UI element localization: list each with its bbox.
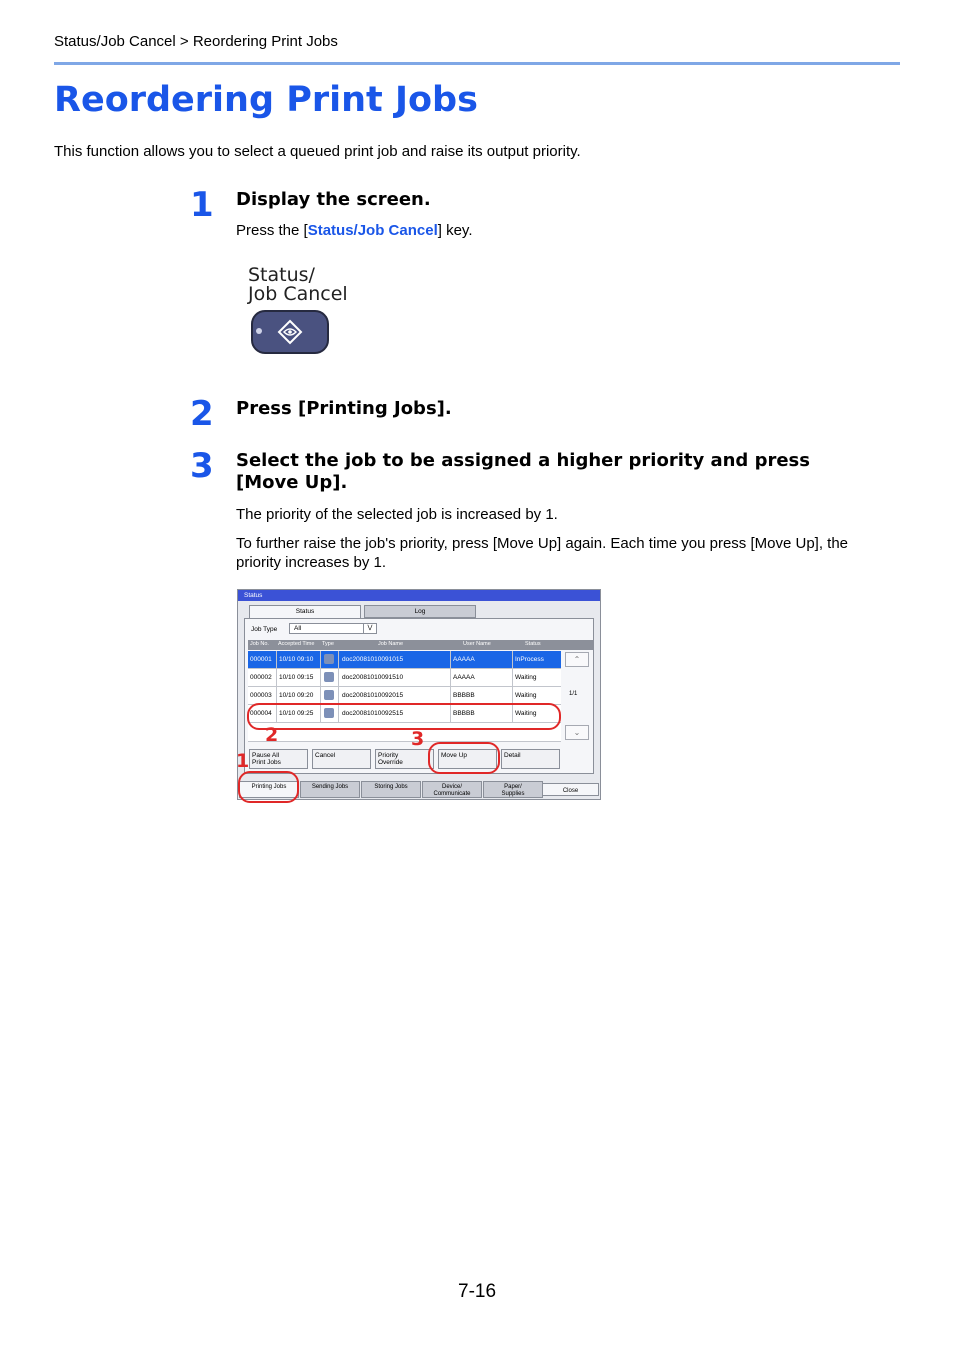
- callout-printing-jobs: [238, 771, 299, 803]
- table-row[interactable]: 000001 10/10 09:10 doc20081010091015 AAAAA InProcess: [248, 651, 561, 669]
- scroll-up-button[interactable]: ⌃: [565, 652, 589, 667]
- print-job-icon: [324, 690, 334, 700]
- step-3-number: 3: [190, 446, 214, 486]
- page-indicator: 1/1: [569, 691, 578, 697]
- table-header: Job No. Accepted Time Type Job Name User Name Status: [248, 640, 594, 650]
- pause-all-print-jobs-button[interactable]: Pause All Print Jobs: [249, 749, 308, 769]
- status-screen: [237, 589, 601, 800]
- intro-text: This function allows you to select a queued print job and raise its output priority.: [54, 143, 581, 160]
- chevron-down-icon: ⋁: [363, 624, 376, 633]
- job-type-label: Job Type: [251, 626, 278, 633]
- diamond-eye-icon: [253, 312, 327, 352]
- header-rule: [54, 62, 900, 65]
- tab-sending-jobs[interactable]: Sending Jobs: [300, 781, 360, 798]
- tab-storing-jobs[interactable]: Storing Jobs: [361, 781, 421, 798]
- table-row[interactable]: 000004 10/10 09:25 doc20081010092515 BBBBB Waiting: [248, 705, 561, 723]
- step-3-para-1: The priority of the selected job is increased by 1.: [236, 506, 558, 523]
- tab-paper-supplies[interactable]: Paper/ Supplies: [483, 781, 543, 798]
- status-job-cancel-key[interactable]: [251, 310, 329, 354]
- print-job-icon: [324, 654, 334, 664]
- print-job-icon: [324, 672, 334, 682]
- key-label: Status/ Job Cancel: [248, 264, 348, 305]
- tab-printing-jobs[interactable]: Printing Jobs: [239, 781, 299, 798]
- step-3-para-2: To further raise the job's priority, press [Move Up] again. Each time you press [Move Up], the priority increases by 1.: [236, 535, 849, 571]
- close-button[interactable]: Close: [542, 783, 599, 796]
- page-number: 7-16: [458, 1281, 497, 1302]
- breadcrumb: Status/Job Cancel > Reordering Print Jobs: [54, 33, 338, 50]
- key-indicator-dot: [256, 328, 262, 334]
- scroll-down-button[interactable]: ⌄: [565, 725, 589, 740]
- step-2-number: 2: [190, 394, 214, 434]
- callout-number-1: 1: [236, 750, 250, 772]
- callout-number-3: 3: [411, 728, 425, 750]
- table-row[interactable]: 000002 10/10 09:15 doc20081010091510 AAAAA Waiting: [248, 669, 561, 687]
- page-title: Reordering Print Jobs: [54, 80, 478, 120]
- step-1-text: Press the [Status/Job Cancel] key.: [236, 222, 473, 239]
- callout-selected-job: [247, 703, 561, 730]
- step-1-title: Display the screen.: [236, 189, 431, 210]
- tab-device-communicate[interactable]: Device/ Communicate: [422, 781, 482, 798]
- status-job-cancel-key-name: Status/Job Cancel: [307, 222, 438, 239]
- tab-status[interactable]: Status: [249, 605, 361, 618]
- step-2-title: Press [Printing Jobs].: [236, 398, 452, 419]
- job-type-select[interactable]: All ⋁: [289, 623, 377, 634]
- move-up-button[interactable]: Move Up: [438, 749, 497, 769]
- step-1-number: 1: [190, 185, 214, 225]
- callout-number-2: 2: [265, 724, 279, 746]
- tab-log[interactable]: Log: [364, 605, 476, 618]
- cancel-button[interactable]: Cancel: [312, 749, 371, 769]
- priority-override-button[interactable]: Priority Override: [375, 749, 434, 769]
- step-3-title: Select the job to be assigned a higher priority and press [Move Up].: [236, 450, 810, 493]
- screen-title-bar: Status: [238, 590, 600, 601]
- detail-button[interactable]: Detail: [501, 749, 560, 769]
- table-row[interactable]: 000003 10/10 09:20 doc20081010092015 BBBBB Waiting: [248, 687, 561, 705]
- callout-move-up: [428, 742, 500, 774]
